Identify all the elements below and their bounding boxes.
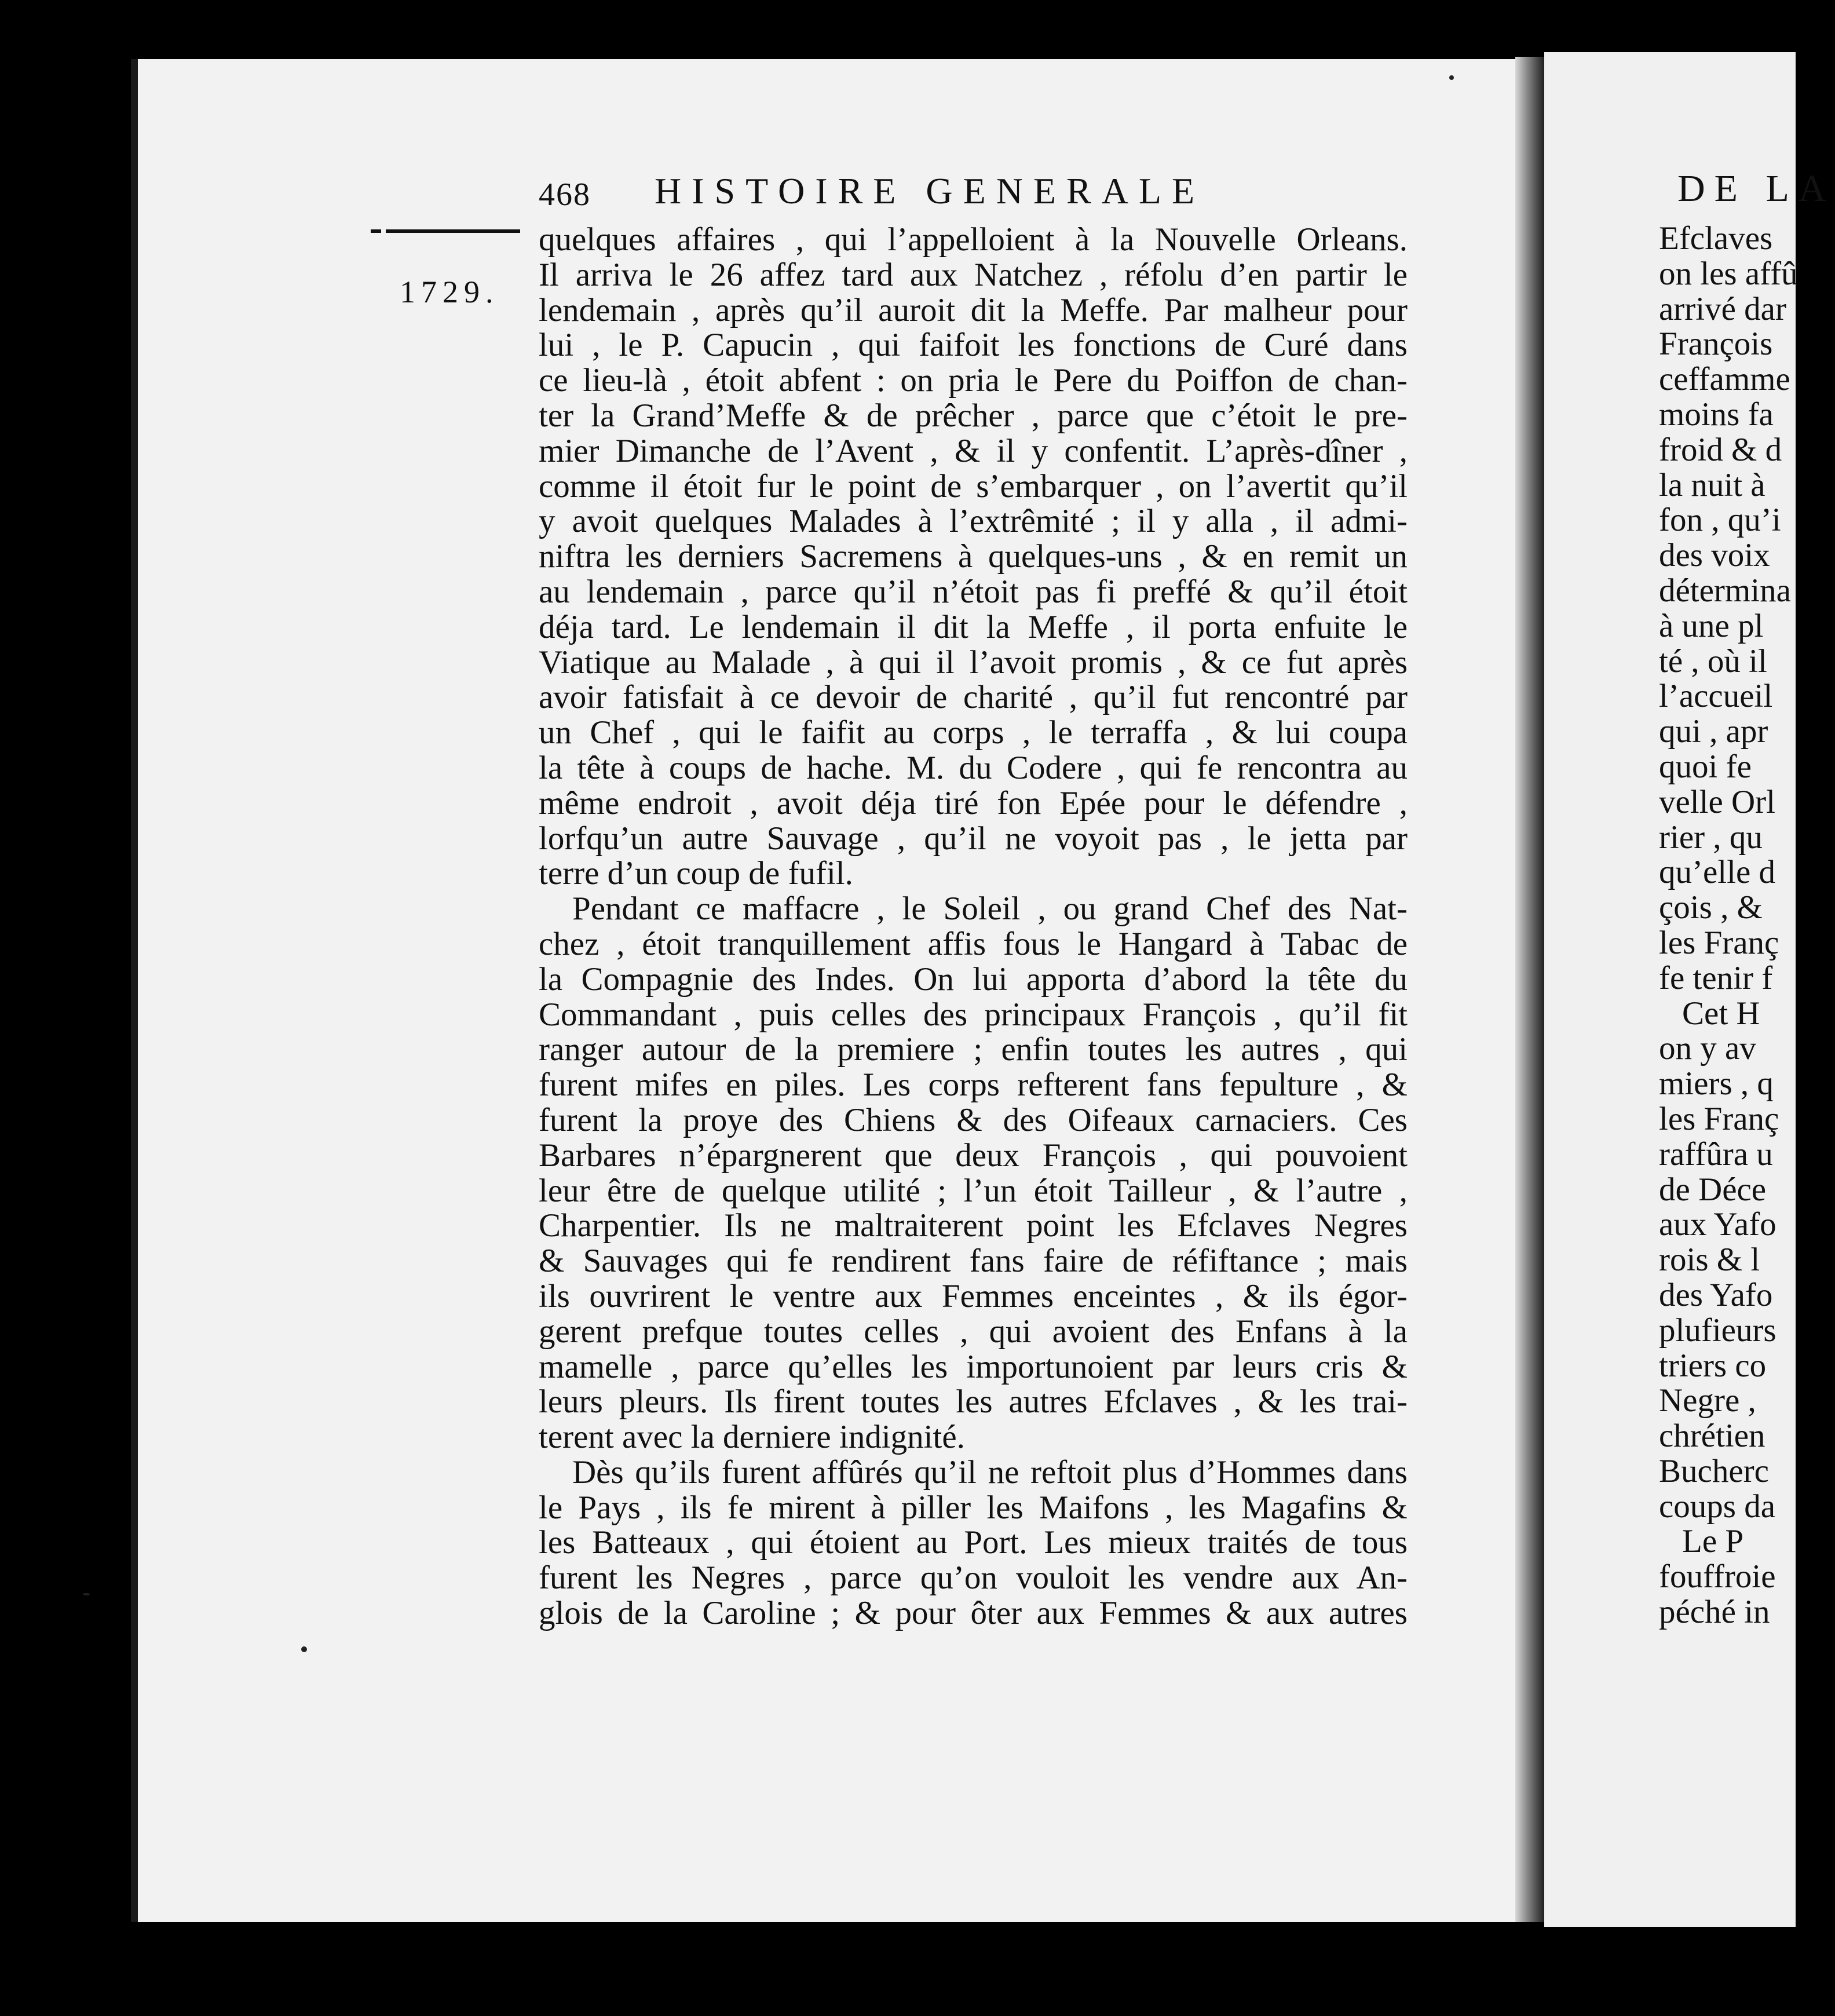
text-line: lui , le P. Capucin , qui faifoit les fonctions de Curé dans	[539, 327, 1408, 364]
text-line: leurs pleurs. Ils firent toutes les autres Efclaves , & les trai-	[539, 1383, 1408, 1420]
scan-speck	[83, 1593, 90, 1595]
text-line: ceffamme	[1659, 361, 1790, 398]
text-line: Il arriva le 26 affez tard aux Natchez , réfolu d’en partir le	[539, 256, 1408, 293]
text-line: Cet H	[1682, 995, 1760, 1032]
text-line: des Yafo	[1659, 1276, 1773, 1313]
text-line: lorfqu’un autre Sauvage , qu’il ne voyoit pas , le jetta par	[539, 820, 1408, 857]
text-line: l’accueil	[1659, 678, 1773, 715]
text-line: qui , apr	[1659, 713, 1768, 750]
text-line: y avoit quelques Malades à l’extrêmité ; il y alla , il admi-	[539, 503, 1408, 540]
text-line: la tête à coups de hache. M. du Codere , qui fe rencontra au	[539, 749, 1408, 786]
text-line: les Franç	[1659, 924, 1779, 961]
text-line: ranger autour de la premiere ; enfin toutes les autres , qui	[539, 1031, 1408, 1068]
text-line: on y av	[1659, 1030, 1756, 1067]
text-line: Bucherc	[1659, 1452, 1769, 1489]
text-line: même endroit , avoit déja tiré fon Epée pour le défendre ,	[539, 784, 1408, 821]
text-line: les Batteaux , qui étoient au Port. Les mieux traités de tous	[539, 1524, 1408, 1561]
text-line: triers co	[1659, 1347, 1767, 1384]
margin-rule	[386, 229, 520, 233]
text-line: leur être de quelque utilité ; l’un étoit Tailleur , & l’autre ,	[539, 1172, 1408, 1209]
text-line: la Compagnie des Indes. On lui apporta d’abord la tête du	[539, 960, 1408, 998]
text-line: aux Yafo	[1659, 1206, 1776, 1243]
text-line: mamelle , parce qu’elles les importunoient par leurs cris &	[539, 1348, 1408, 1385]
text-line: Pendant ce maffacre , le Soleil , ou grand Chef des Nat-	[572, 890, 1408, 927]
text-line: ter la Grand’Meffe & de prêcher , parce que c’étoit le pre-	[539, 397, 1408, 434]
paragraph	[539, 222, 1408, 892]
book-gutter	[1515, 57, 1544, 1922]
text-line: glois de la Caroline ; & pour ôter aux Femmes & aux autres	[539, 1595, 1408, 1632]
text-line: rier , qu	[1659, 819, 1763, 856]
text-line: ils ouvrirent le ventre aux Femmes enceintes , & ils égor-	[539, 1277, 1408, 1314]
text-line: Dès qu’ils furent affûrés qu’il ne reftoit plus d’Hommes dans	[572, 1453, 1408, 1491]
text-line: la nuit à	[1659, 466, 1765, 503]
text-line: furent la proye des Chiens & des Oifeaux carnaciers. Ces	[539, 1101, 1408, 1138]
right-page	[1544, 52, 1835, 1927]
text-line: à une pl	[1659, 607, 1764, 644]
text-line: froid & d	[1659, 431, 1782, 468]
text-line: chez , étoit tranquillement affis fous le Hangard à Tabac de	[539, 925, 1408, 962]
text-line: qu’elle d	[1659, 854, 1776, 891]
text-line: Efclaves	[1659, 220, 1773, 257]
text-line: rois & l	[1659, 1241, 1760, 1279]
paragraph	[539, 1455, 1408, 1631]
text-line: fouffroie	[1659, 1558, 1776, 1595]
text-line: au lendemain , parce qu’il n’étoit pas fi preffé & qu’il étoit	[539, 573, 1408, 610]
paragraph	[539, 892, 1408, 1455]
text-line: çois , &	[1659, 889, 1763, 926]
text-line: le Pays , ils fe mirent à piller les Maifons , les Magafins &	[539, 1489, 1408, 1526]
text-line: terent avec la derniere indignité.	[539, 1419, 965, 1456]
scan-speck	[301, 1646, 307, 1652]
text-line: de Déce	[1659, 1171, 1767, 1208]
right-running-title: DE LA	[1677, 167, 1835, 210]
running-head	[539, 168, 1355, 214]
text-line: comme il étoit fur le point de s’embarquer , on l’avertit qu’il	[539, 468, 1408, 505]
text-line: Commandant , puis celles des principaux François , qu’il fit	[539, 996, 1408, 1033]
text-line: un Chef , qui le faifit au corps , le terraffa , & lui coupa	[539, 714, 1408, 751]
scan-speck	[1449, 75, 1454, 80]
text-line: détermina	[1659, 572, 1791, 609]
right-page-text	[1659, 221, 1833, 1630]
text-line: miers , q	[1659, 1065, 1774, 1102]
text-line: Charpentier. Ils ne maltraiterent point les Efclaves Negres	[539, 1207, 1408, 1244]
text-line: fe tenir f	[1659, 959, 1773, 996]
text-line: té , où il	[1659, 642, 1767, 680]
text-line: Negre ,	[1659, 1382, 1756, 1419]
text-line: terre d’un coup de fufil.	[539, 855, 853, 892]
text-line: arrivé dar	[1659, 290, 1786, 327]
text-line: moins fa	[1659, 396, 1774, 433]
text-line: des voix	[1659, 537, 1770, 574]
text-line: raffûra u	[1659, 1135, 1773, 1173]
text-line: chrétien	[1659, 1418, 1765, 1455]
text-line: péché in	[1659, 1594, 1770, 1631]
text-line: furent mifes en piles. Les corps refterent fans fepulture , &	[539, 1067, 1408, 1104]
text-line: Viatique au Malade , à qui il l’avoit promis , & ce fut après	[539, 644, 1408, 681]
text-line: coups da	[1659, 1488, 1776, 1525]
text-line: ce lieu-là , étoit abfent : on pria le Pere du Poiffon de chan-	[539, 362, 1408, 399]
text-line: on les affû	[1659, 255, 1798, 292]
text-line: François	[1659, 326, 1773, 363]
margin-year: 1729.	[400, 275, 499, 309]
text-line: Barbares n’épargnerent que deux François , qui pouvoient	[539, 1137, 1408, 1174]
text-line: les Franç	[1659, 1100, 1779, 1137]
text-line: plufieurs	[1659, 1312, 1776, 1349]
text-line: furent les Negres , parce qu’on vouloit les vendre aux An-	[539, 1560, 1408, 1597]
text-line: lendemain , après qu’il auroit dit la Meffe. Par malheur pour	[539, 291, 1408, 328]
text-line: gerent prefque toutes celles , qui avoient des Enfans à la	[539, 1313, 1408, 1350]
text-line: fon , qu’i	[1659, 502, 1781, 539]
body-text	[539, 222, 1408, 1631]
text-line: avoir fatisfait à ce devoir de charité , qu’il fut rencontré par	[539, 679, 1408, 716]
text-line: Le P	[1682, 1523, 1744, 1560]
text-line: quoi fe	[1659, 748, 1752, 785]
running-title: HISTOIRE GENERALE	[655, 170, 1205, 211]
text-line: déja tard. Le lendemain il dit la Meffe , il porta enfuite le	[539, 608, 1408, 645]
text-line: quelques affaires , qui l’appelloient à la Nouvelle Orleans.	[539, 221, 1408, 258]
text-line: mier Dimanche de l’Avent , & il y confentit. L’après-dîner ,	[539, 432, 1408, 469]
text-line: niftra les derniers Sacremens à quelques-uns , & en remit un	[539, 538, 1408, 575]
text-line: velle Orl	[1659, 783, 1776, 820]
text-line: & Sauvages qui fe rendirent fans faire de réfiftance ; mais	[539, 1243, 1408, 1280]
page-number: 468	[539, 177, 591, 213]
